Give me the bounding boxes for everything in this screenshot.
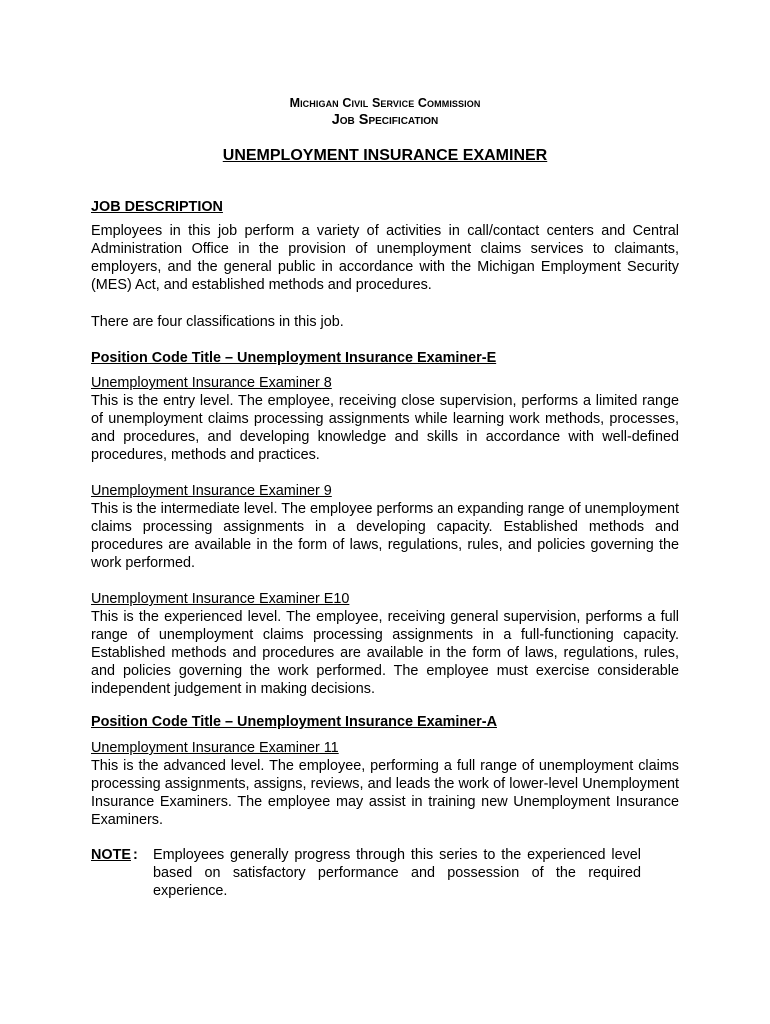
level-title-8: Unemployment Insurance Examiner 8: [91, 375, 332, 391]
level-title-9: Unemployment Insurance Examiner 9: [91, 483, 332, 499]
level-title-e10: Unemployment Insurance Examiner E10: [91, 591, 350, 607]
level-text-e10: This is the experienced level. The employee, receiving general supervision, performs a full range of unemployment claims processing assignments in a full-functioning capacity. Established methods and procedures are available in the form of laws, regulations, rules, and policies governing the work performed. The employee must exercise considerable independent judgement in making decisions.: [91, 609, 679, 697]
level-text-11: This is the advanced level. The employee, performing a full range of unemployment claims processing assignments, assigns, reviews, and leads the work of lower-level Unemployment Insurance Examiners. The employee may assist in training new Unemployment Insurance Examiners.: [91, 758, 679, 828]
position-e-heading: Position Code Title – Unemployment Insurance Examiner-E: [91, 350, 497, 366]
note-colon: :: [133, 847, 138, 863]
job-description-heading: JOB DESCRIPTION: [91, 199, 223, 215]
job-title: UNEMPLOYMENT INSURANCE EXAMINER: [222, 147, 548, 164]
note-label: NOTE: [91, 847, 131, 863]
level-block-8: [91, 374, 679, 464]
position-a-heading: Position Code Title – Unemployment Insurance Examiner-A: [91, 714, 497, 730]
classifications-note: There are four classifications in this job.: [91, 314, 344, 330]
agency-name: Michigan Civil Service Commission: [289, 96, 481, 110]
document-type: Job Specification: [331, 112, 439, 128]
job-description-paragraph: Employees in this job perform a variety of activities in call/contact centers and Central Administration Office in the provision of unemployment claims services to claimants, employers, and the general public in accordance with the Michigan Employment Security (MES) Act, and established methods and procedures.: [91, 223, 679, 293]
level-title-11: Unemployment Insurance Examiner 11: [91, 740, 339, 756]
note-text: Employees generally progress through this series to the experienced level based on satisfactory performance and possession of the required experience.: [153, 847, 641, 899]
level-block-e10: [91, 590, 679, 698]
level-text-8: This is the entry level. The employee, receiving close supervision, performs a limited range of unemployment claims processing assignments while learning work methods, processes, and procedures, and developing knowledge and skills in accordance with well-defined procedures, methods and practices.: [91, 393, 679, 463]
level-block-11: [91, 739, 679, 829]
level-text-9: This is the intermediate level. The employee performs an expanding range of unemployment claims processing assignments in a developing capacity. Established methods and procedures are available in the form of laws, regulations, rules, and policies governing the work performed.: [91, 501, 679, 571]
level-block-9: [91, 482, 679, 572]
